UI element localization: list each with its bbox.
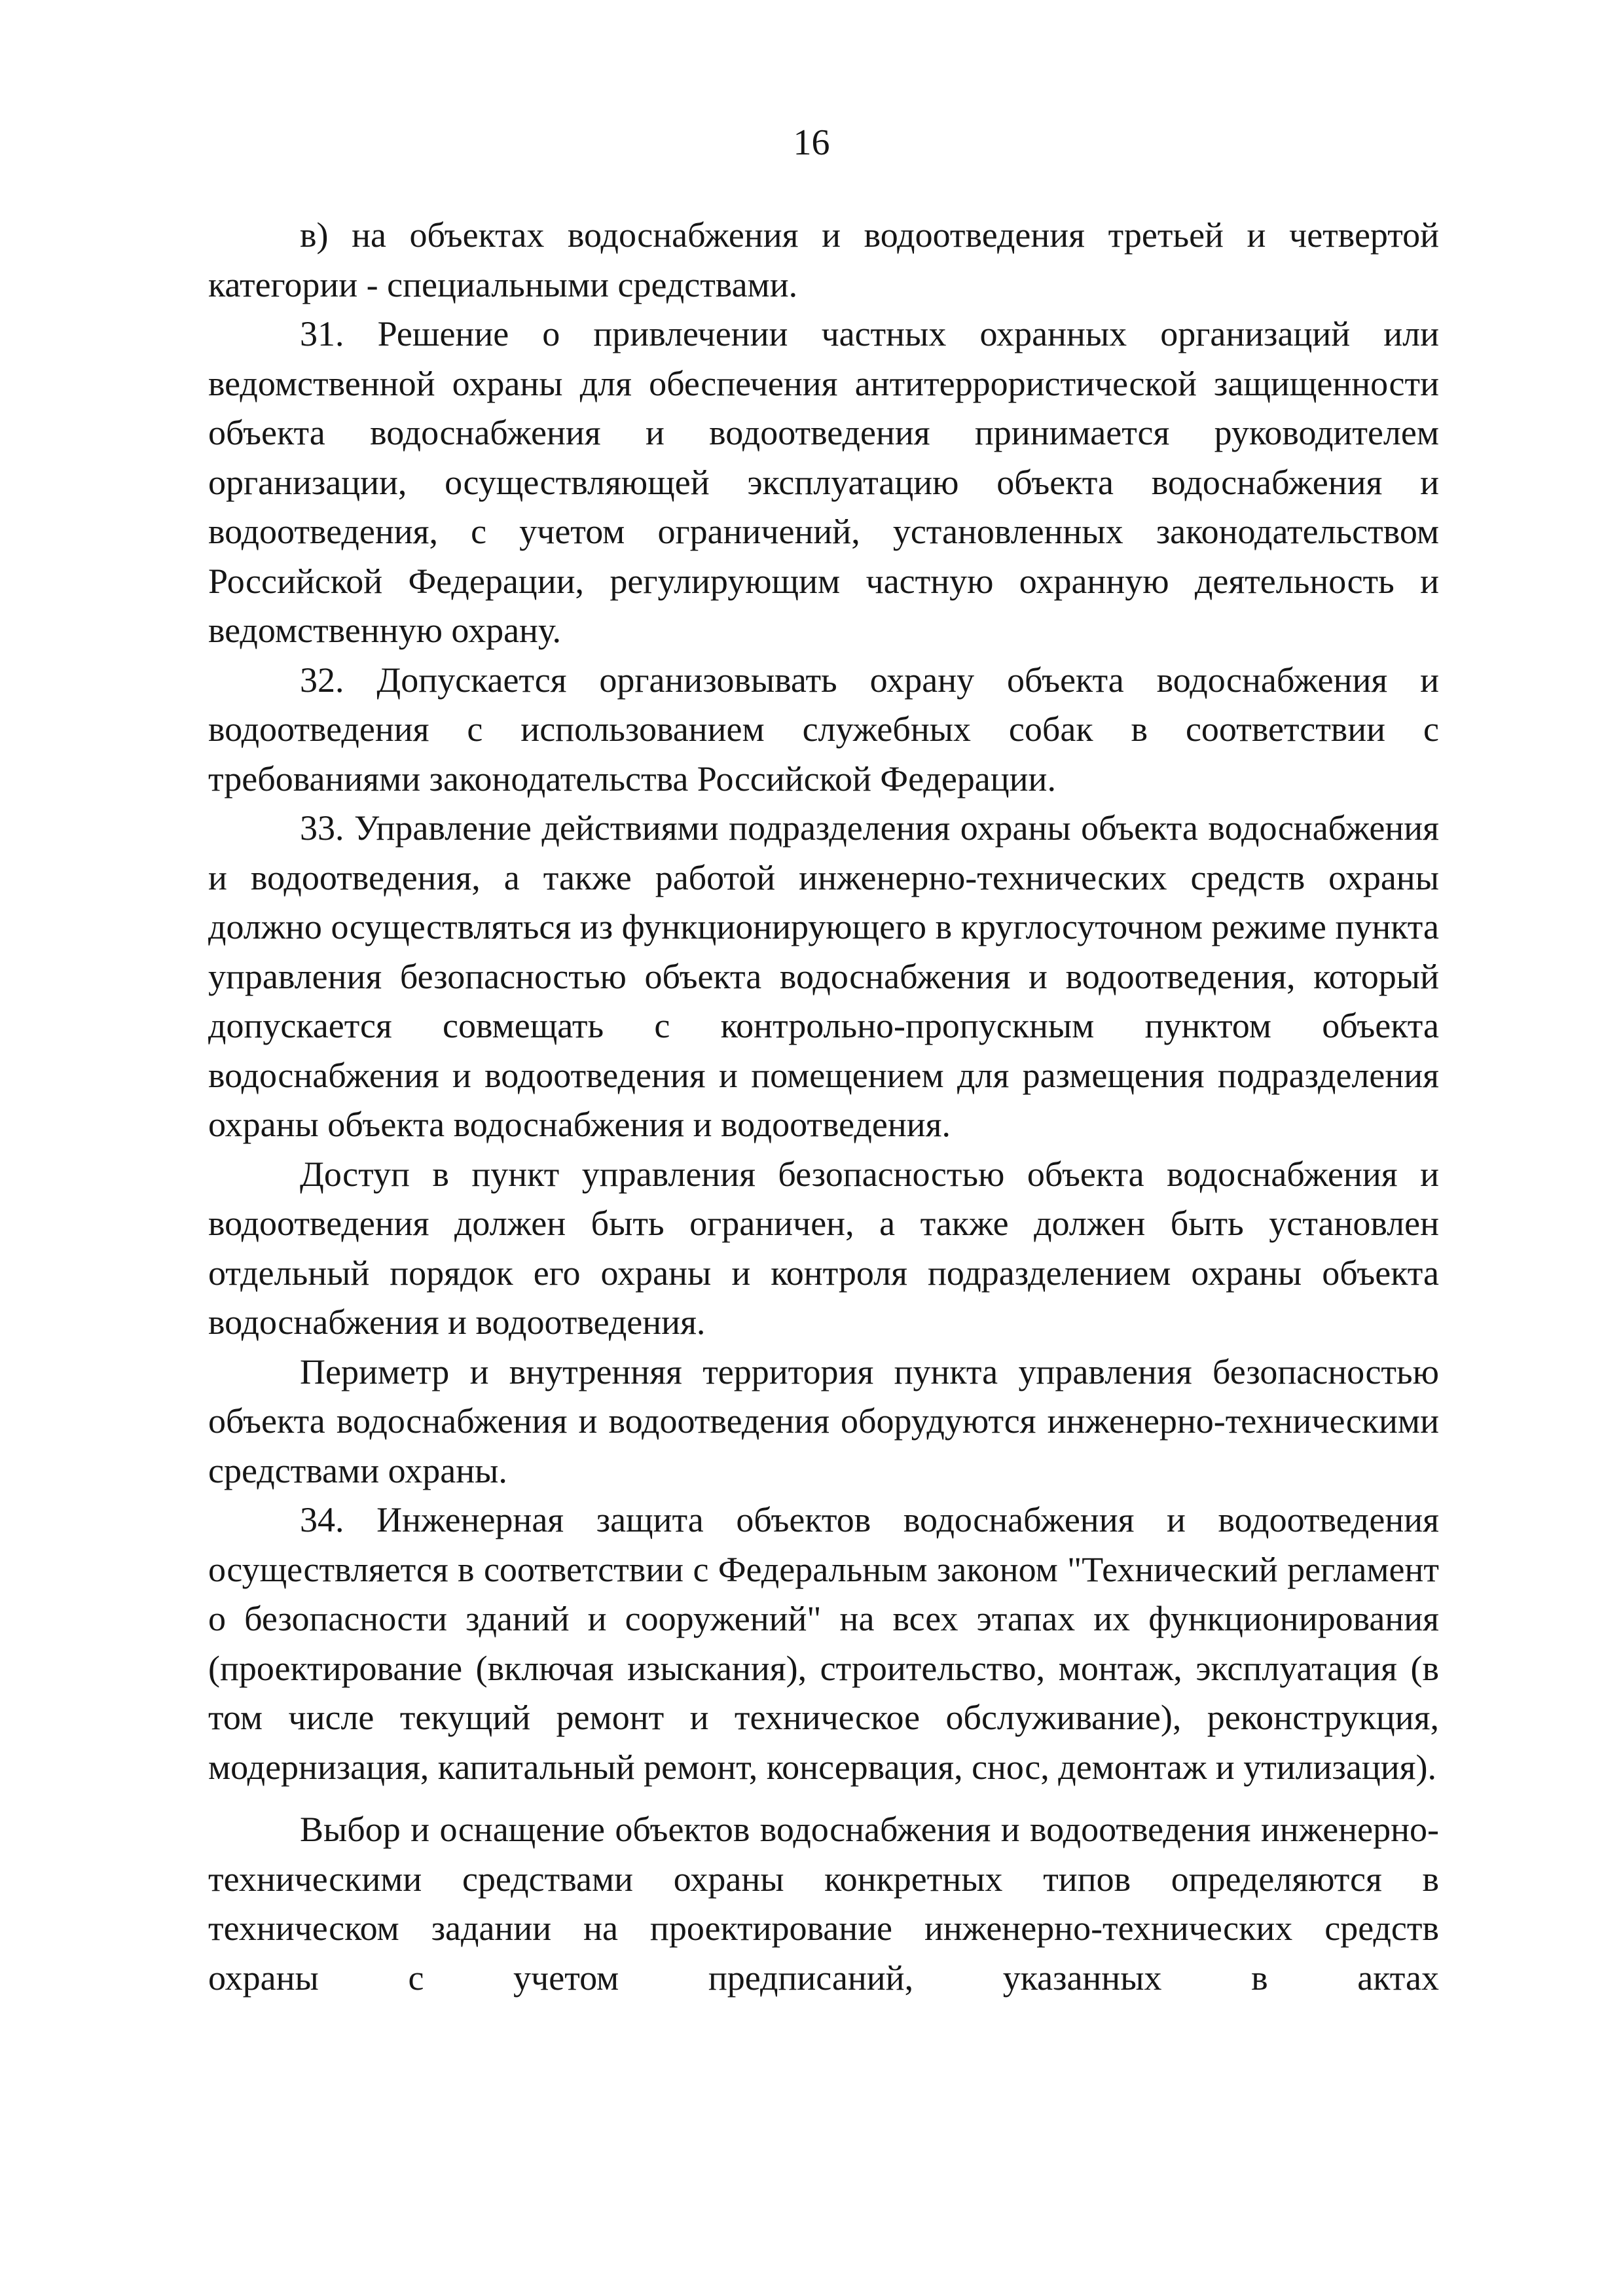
paragraph-access-control: Доступ в пункт управления безопасностью объекта водоснабжения и водоотведения должен быть ограничен, а также должен быть установлен отдельный порядок его охраны и контроля подразделением охраны объекта водоснабжения и водоотведения. (208, 1154, 1439, 1342)
paragraph-item-32: 32. Допускается организовывать охрану объекта водоснабжения и водоотведения с использованием служебных собак в соответствии с требованиями законодательства Российской Федерации. (208, 660, 1439, 798)
paragraph-item-33: 33. Управление действиями подразделения охраны объекта водоснабжения и водоотведения, а также работой инженерно-технических средств охраны должно осуществляться из функционирующего в круглосуточном режиме пункта управления безопасностью объекта водоснабжения и водоотведения, который допускается совмещать с контрольно-пропускным пунктом объекта водоснабжения и водоотведения и помещением для размещения подразделения охраны объекта водоснабжения и водоотведения. (208, 808, 1439, 1144)
paragraph-item-31: 31. Решение о привлечении частных охранных организаций или ведомственной охраны для обеспечения антитеррористической защищенности объекта водоснабжения и водоотведения принимается руководителем организации, осуществляющей эксплуатацию объекта водоснабжения и водоотведения, с учетом ограничений, установленных законодательством Российской Федерации, регулирующим частную охранную деятельность и ведомственную охрану. (208, 314, 1439, 650)
paragraph-subitem-v: в) на объектах водоснабжения и водоотведения третьей и четвертой категории - специальными средствами. (208, 215, 1439, 304)
page-number: 16 (793, 122, 830, 163)
document-body (208, 211, 1439, 2003)
paragraph-perimeter: Периметр и внутренняя территория пункта управления безопасностью объекта водоснабжения и водоотведения оборудуются инженерно-техническими средствами охраны. (208, 1352, 1439, 1490)
paragraph-item-34: 34. Инженерная защита объектов водоснабжения и водоотведения осуществляется в соответствии с Федеральным законом "Технический регламент о безопасности зданий и сооружений" на всех этапах их функционирования (проектирование (включая изыскания), строительство, монтаж, эксплуатация (в том числе текущий ремонт и техническое обслуживание), реконструкция, модернизация, капитальный ремонт, консервация, снос, демонтаж и утилизация). (208, 1500, 1439, 1787)
paragraph-equipment-selection: Выбор и оснащение объектов водоснабжения и водоотведения инженерно-техническими средствами охраны конкретных типов определяются в техническом задании на проектирование инженерно-технических средств охраны с учетом предписаний, указанных в актах (208, 1810, 1439, 1998)
